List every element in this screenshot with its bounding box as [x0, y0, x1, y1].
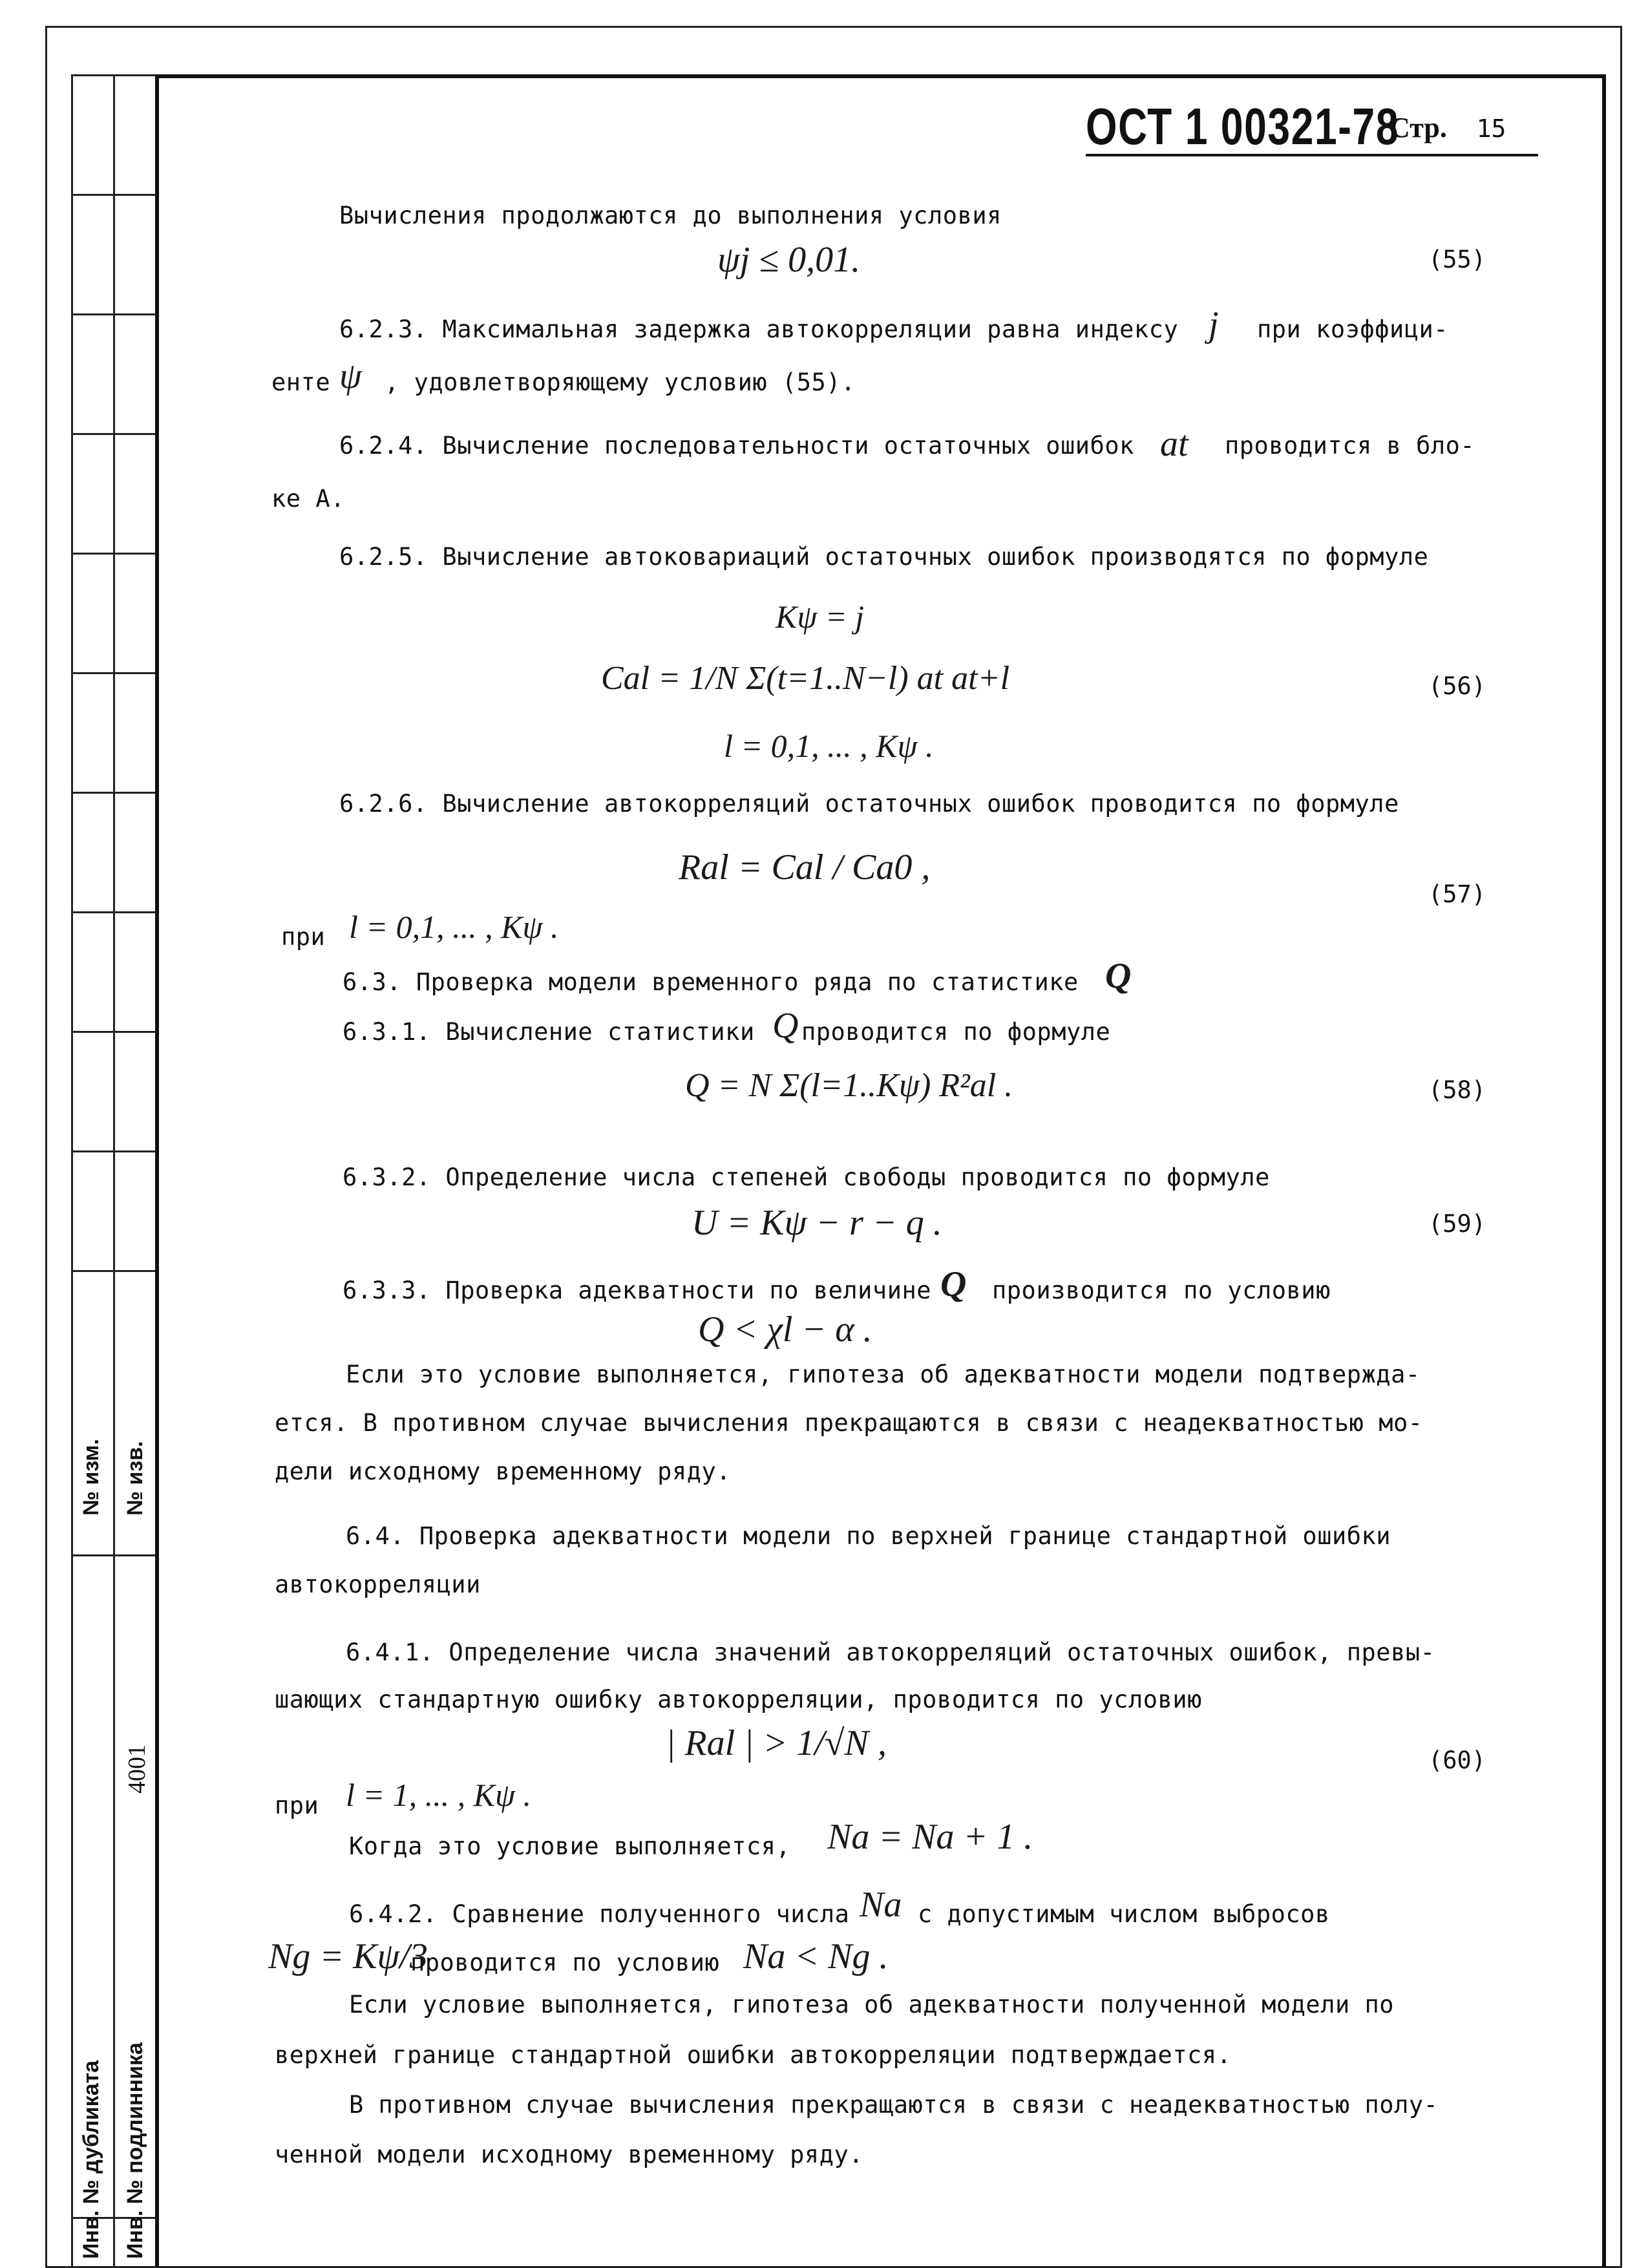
text-line: В противном случае вычисления прекращаются в связи с неадекватностью полу-	[349, 2091, 1439, 2119]
formula-60: | Ral | > 1/√N ,	[666, 1723, 887, 1763]
stamp-column-bottom	[71, 1554, 155, 2268]
formula-58: Q = N Σ(l=1..Kψ) R²al .	[685, 1067, 1013, 1104]
equation-number-60: (60)	[1428, 1746, 1486, 1774]
formula-57-condition: l = 0,1, ... , Kψ .	[349, 909, 559, 945]
text-line: дели исходному временному ряду.	[275, 1457, 732, 1485]
text-line: 6.3. Проверка модели временного ряда по статистике	[343, 968, 1079, 996]
standard-code: ОСТ 1 00321-78	[1086, 98, 1400, 155]
text-line: шающих стандартную ошибку автокорреляции, проводится по условию	[275, 1686, 1202, 1713]
text-line: проводится по формуле	[801, 1018, 1111, 1046]
text-line: 6.2.4. Вычисление последовательности остаточных ошибок	[339, 432, 1134, 460]
symbol-j: j	[1209, 304, 1219, 344]
header-underline	[1086, 154, 1538, 156]
formula-56-upper: Kψ = j	[776, 599, 865, 635]
text-line: Если это условие выполняется, гипотеза об адекватности модели подтвержда-	[346, 1361, 1421, 1388]
symbol-at: at	[1160, 424, 1188, 464]
duplicate-inventory-label: Инв. № дубликата	[79, 2060, 103, 2259]
text-line: 6.3.1. Вычисление статистики	[343, 1018, 755, 1046]
equation-number-55: (55)	[1428, 246, 1486, 273]
text-line: верхней границе стандартной ошибки автокорреляции подтверждается.	[275, 2041, 1232, 2069]
text-line: проводится по условию	[410, 1949, 720, 1977]
text-line: Если условие выполняется, гипотеза об адекватности полученной модели по	[349, 1991, 1395, 2019]
text-line: 6.4.2. Сравнение полученного числа	[349, 1900, 850, 1928]
text-line: автокорреляции	[275, 1571, 481, 1598]
text-line: 6.2.6. Вычисление автокорреляций остаточных ошибок проводится по формуле	[339, 790, 1399, 818]
text-line: при	[281, 923, 326, 951]
symbol-psi: ψ	[339, 356, 362, 396]
page-number: 15	[1476, 114, 1506, 143]
text-line: при коэффици-	[1257, 315, 1449, 343]
stamp-column-top	[71, 74, 155, 1554]
page-label: Стр.	[1389, 112, 1447, 143]
equation-number-59: (59)	[1428, 1210, 1486, 1238]
formula-56-lower: l = 0,1, ... , Kψ .	[724, 728, 934, 764]
text-line: 6.2.3. Максимальная задержка автокорреляции равна индексу	[339, 315, 1179, 343]
text-line: ке А.	[271, 485, 345, 513]
formula-59: U = Kψ − r − q .	[692, 1203, 942, 1243]
text-line: 6.4. Проверка адекватности модели по верхней границе стандартной ошибки	[346, 1522, 1391, 1550]
equation-number-58: (58)	[1428, 1076, 1486, 1104]
inventory-number: 4001	[123, 1744, 151, 1794]
text-line: с допустимым числом выбросов	[918, 1900, 1330, 1928]
notice-number-label: № изв.	[123, 1441, 147, 1516]
symbol-Na: Na	[860, 1885, 902, 1925]
text-line: ченной модели исходному временному ряду.	[275, 2141, 864, 2168]
formula-56: Cal = 1/N Σ(t=1..N−l) at at+l	[601, 660, 1010, 697]
formula-60-condition: l = 1, ... , Kψ .	[346, 1777, 532, 1813]
formula-condition: Q < χl − α .	[698, 1309, 872, 1350]
text-line: 6.3.2. Определение числа степеней свободы проводится по формуле	[343, 1163, 1270, 1191]
formula-57: Ral = Cal / Ca0 ,	[679, 847, 931, 887]
text-line: енте	[271, 368, 331, 396]
text-line: 6.2.5. Вычисление автоковариаций остаточных ошибок производятся по формуле	[339, 543, 1429, 571]
text-line: Когда это условие выполняется,	[349, 1832, 791, 1860]
text-line: Вычисления продолжаются до выполнения условия	[339, 202, 1002, 229]
text-line: при	[275, 1792, 319, 1819]
formula-55: ψj ≤ 0,01.	[717, 240, 861, 280]
text-line: 6.4.1. Определение числа значений автокорреляций остаточных ошибок, превы-	[346, 1638, 1435, 1666]
text-line: производится по условию	[992, 1277, 1331, 1304]
equation-number-57: (57)	[1428, 880, 1486, 908]
symbol-Q: Q	[1105, 956, 1132, 996]
text-line: ется. В противном случае вычисления прекращаются в связи с неадекватностью мо-	[275, 1409, 1423, 1437]
text-line: проводится в бло-	[1225, 432, 1475, 460]
formula-ng: Ng = Kψ/3	[268, 1936, 428, 1977]
page-indicator	[1389, 111, 1506, 144]
equation-number-56: (56)	[1428, 672, 1486, 700]
symbol-Q: Q	[940, 1264, 967, 1304]
change-number-label: № изм.	[79, 1439, 103, 1516]
text-line: 6.3.3. Проверка адекватности по величине	[343, 1277, 932, 1304]
original-inventory-label: Инв. № подлинника	[123, 2042, 147, 2259]
symbol-Q: Q	[772, 1006, 799, 1046]
text-line: , удовлетворяющему условию (55).	[385, 368, 856, 396]
formula-comparison: Na < Ng .	[743, 1936, 889, 1977]
formula-na-increment: Na = Na + 1 .	[827, 1817, 1033, 1857]
